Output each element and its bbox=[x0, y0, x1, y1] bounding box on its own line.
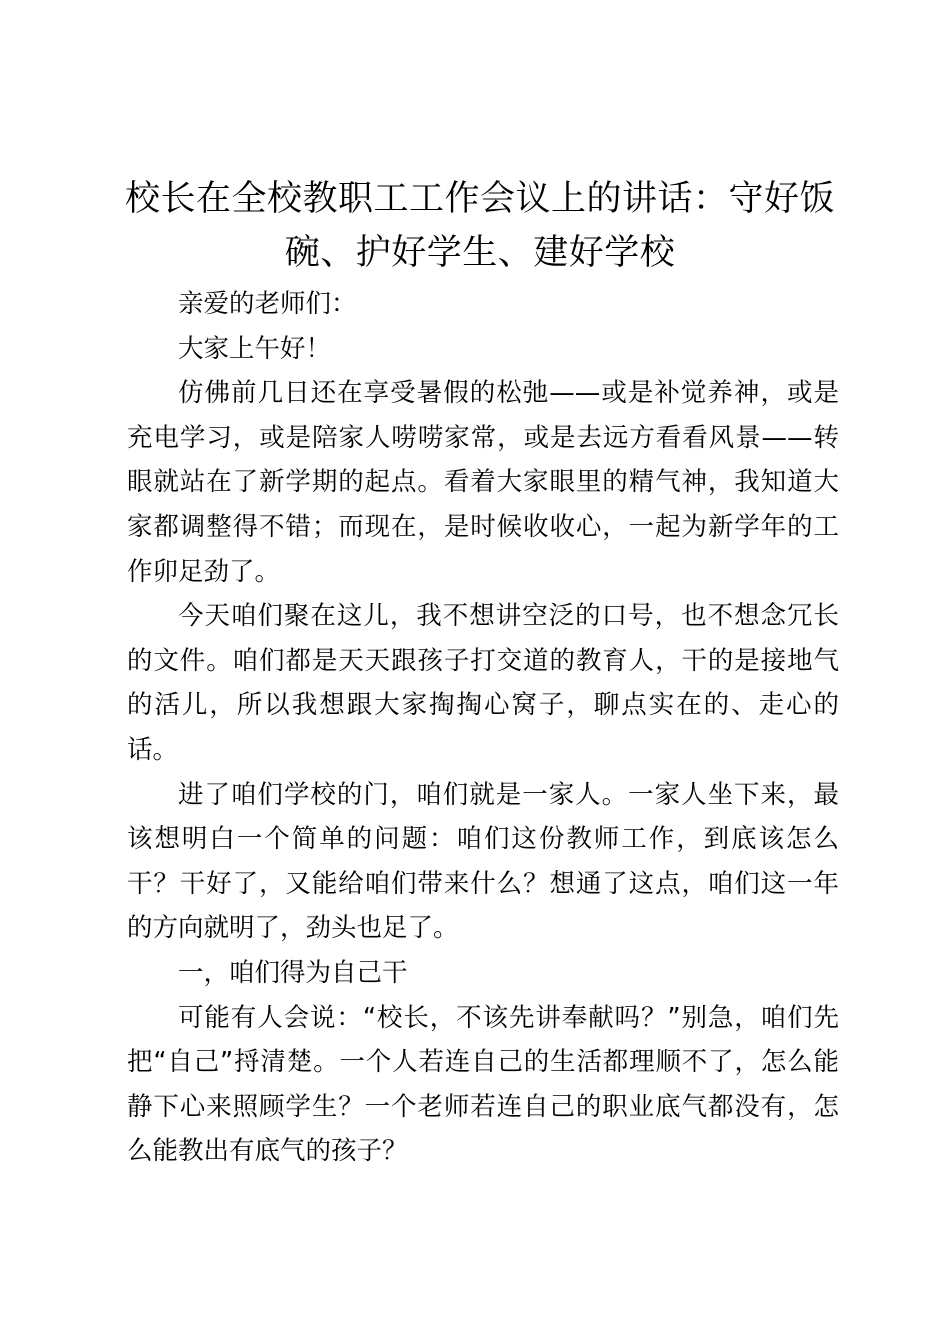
section-heading-1: 一，咱们得为自己干 bbox=[178, 957, 408, 988]
paragraph-section-1: 可能有人会说：“校长，不该先讲奉献吗？”别急，咱们先把“自己”捋清楚。一个人若连自己的生活都理顺不了，怎么能静下心来照顾学生？一个老师若连自己的职业底气都没有，怎么能教出有底气的孩子？ bbox=[127, 1002, 839, 1167]
salutation: 亲爱的老师们： bbox=[178, 289, 357, 319]
document-title: 校长在全校教职工工作会议上的讲话：守好饭碗、护好学生、建好学校 bbox=[124, 179, 835, 273]
paragraph-intent: 今天咱们聚在这儿，我不想讲空泛的口号，也不想念冗长的文件。咱们都是天天跟孩子打交道的教育人，干的是接地气的活儿，所以我想跟大家掏掏心窝子，聊点实在的、走心的话。 bbox=[127, 601, 839, 765]
paragraph-opening: 仿佛前几日还在享受暑假的松弛——或是补觉养神，或是充电学习，或是陪家人唠唠家常，或是去远方看看风景——转眼就站在了新学期的起点。看着大家眼里的精气神，我知道大家都调整得不错；而现在，是时候收收心，一起为新学年的工作卯足劲了。 bbox=[127, 378, 839, 587]
greeting: 大家上午好！ bbox=[178, 333, 332, 364]
document-body bbox=[127, 282, 839, 1174]
paragraph-question: 进了咱们学校的门，咱们就是一家人。一家人坐下来，最该想明白一个简单的问题：咱们这份教师工作，到底该怎么干？干好了，又能给咱们带来什么？想通了这点，咱们这一年的方向就明了，劲头也足了。 bbox=[127, 779, 839, 944]
